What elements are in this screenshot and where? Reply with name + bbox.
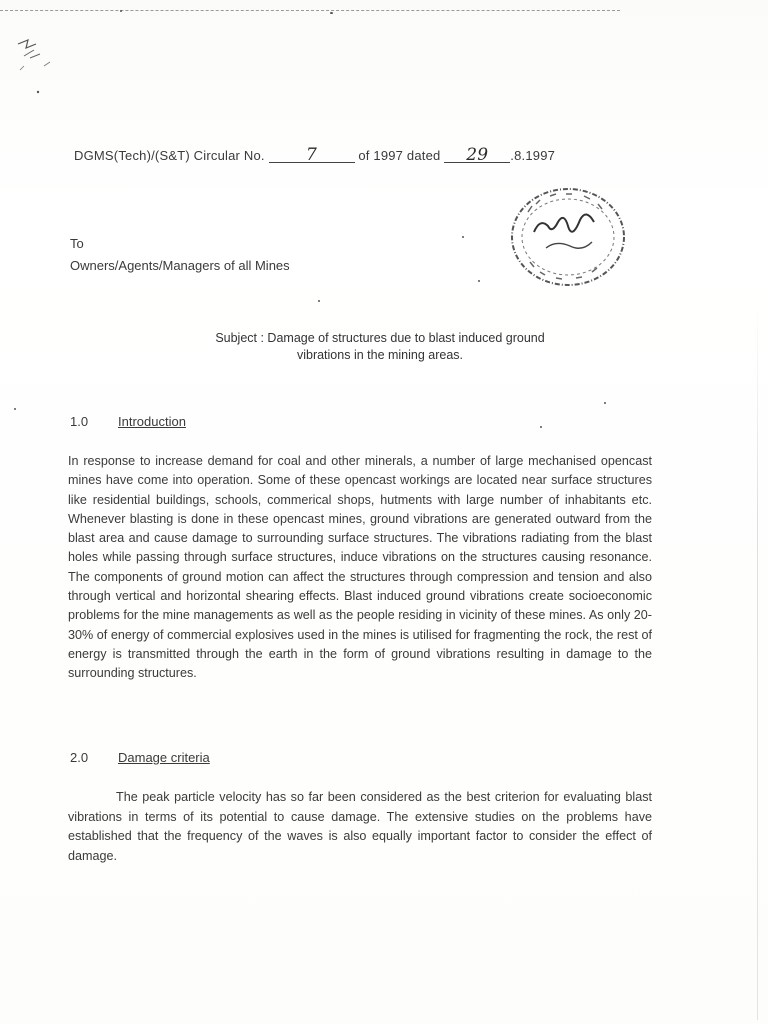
- circular-number-field: 7: [269, 148, 355, 163]
- page-edge-shadow: [757, 300, 758, 1020]
- subject-line-2: vibrations in the mining areas.: [296, 348, 464, 362]
- circular-year-text: of 1997 dated: [358, 148, 441, 163]
- addressee-line: Owners/Agents/Managers of all Mines: [70, 258, 290, 273]
- to-label: To: [70, 236, 84, 251]
- corner-scribble-mark: [14, 36, 74, 96]
- top-scan-rule: [0, 10, 620, 12]
- section-heading-damage-criteria: [70, 750, 210, 765]
- subject-line-1: Subject : Damage of structures due to blast induced ground: [215, 331, 545, 345]
- circular-prefix: DGMS(Tech)/(S&T) Circular No.: [74, 148, 265, 163]
- damage-criteria-paragraph: The peak particle velocity has so far been considered as the best criterion for evaluating blast vibrations in terms of its potential to cause damage. The extensive studies on the problems have established that the frequency of the waves is also equally important factor to consider the effect of damage.: [68, 790, 652, 863]
- subject-block: [120, 330, 640, 364]
- section-heading-introduction: [70, 414, 186, 429]
- section-title: Damage criteria: [118, 750, 210, 765]
- section-number: 1.0: [70, 414, 89, 429]
- official-seal-stamp: [506, 182, 630, 292]
- circular-date-suffix: .8.1997: [510, 148, 556, 163]
- circular-reference-line: [74, 145, 644, 165]
- section-number: 2.0: [70, 750, 89, 765]
- introduction-paragraph: In response to increase demand for coal and other minerals, a number of large mechanised opencast mines have come into operation. Some of these opencast workings are located near surface structures like residential buildings, schools, commerical shops, hutments with large number of inhabitants etc. Whenever blasting is done in these opencast mines, ground vibrations are generated outward from the blast area and cause damage to surrounding surface structures. The vibrations radiating from the blast holes while passing through surface structures, induce vibrations on the structures causing resonance. The components of ground motion can affect the structures through compression and tension and also through vertical and horizontal shearing effects. Blast induced ground vibrations create socioeconomic problems for the mine managements as well as the people residing in vicinity of these mines. As only 20-30% of energy of commercial explosives used in the mines is utilised for fragmenting the rock, the rest of energy is transmitted through the earth in the form of ground vibrations resulting in damage to the surrounding structures.: [68, 454, 652, 681]
- section-title: Introduction: [118, 414, 186, 429]
- circular-date-day-field: 29: [444, 148, 510, 163]
